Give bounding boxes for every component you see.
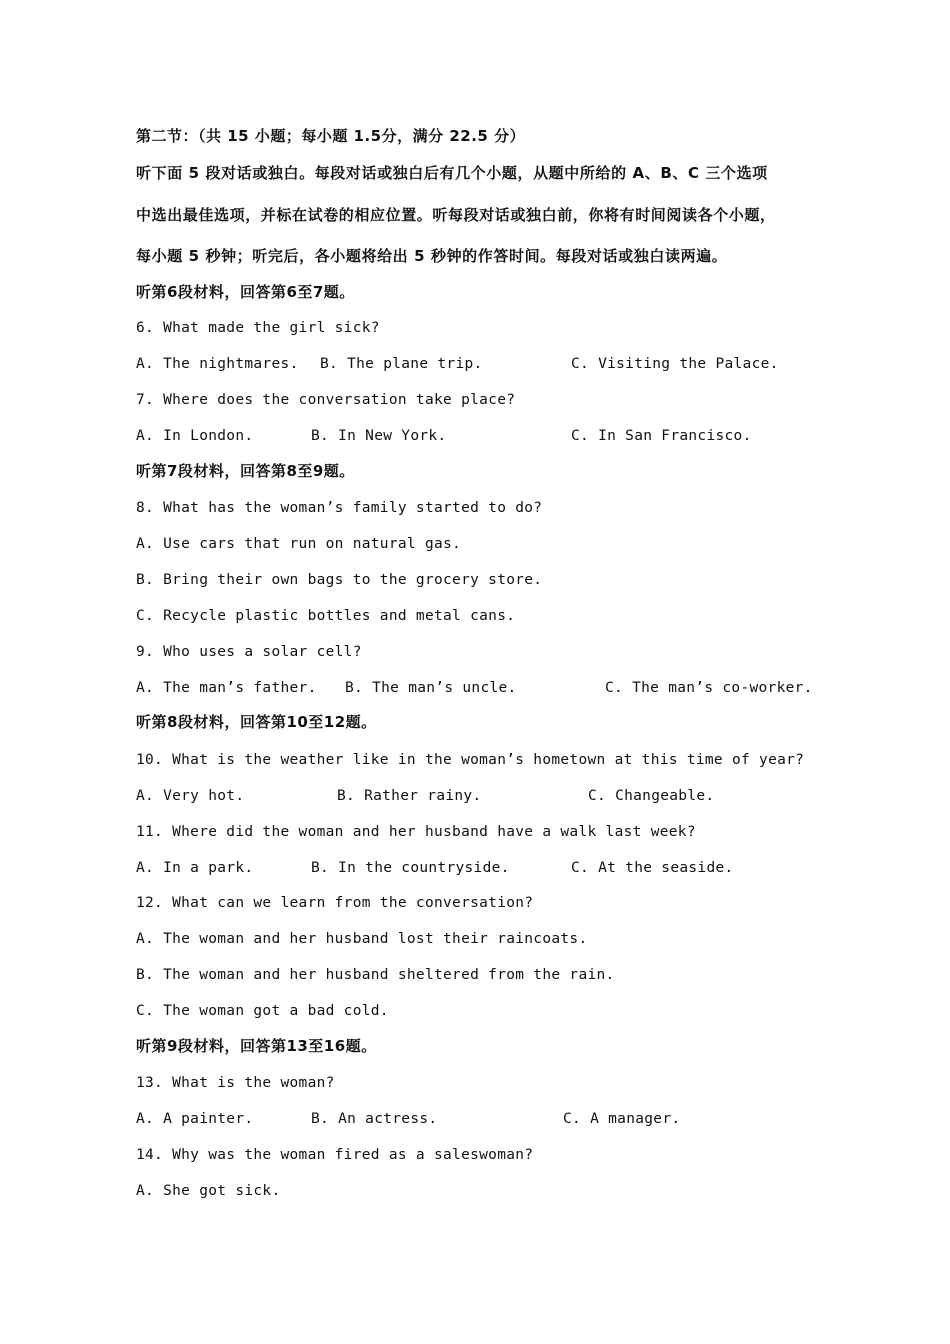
group-heading-9: 听第9段材料，回答第13至16题。 (136, 1037, 377, 1055)
question-10-stem: 10. What is the weather like in the woman’s hometown at this time of year? (136, 752, 805, 768)
question-14-stem: 14. Why was the woman fired as a saleswoman? (136, 1147, 534, 1163)
question-14-option-a: A. She got sick. (136, 1183, 281, 1199)
question-13-option-c: C. A manager. (563, 1111, 681, 1127)
question-8-option-c: C. Recycle plastic bottles and metal cans. (136, 608, 516, 624)
question-11-option-b: B. In the countryside. (311, 860, 510, 876)
question-12-option-a: A. The woman and her husband lost their raincoats. (136, 931, 588, 947)
question-7-stem: 7. Where does the conversation take place? (136, 392, 516, 408)
question-7-option-a: A. In London. (136, 428, 254, 444)
question-9-option-a: A. The man’s father. (136, 680, 317, 696)
question-9-option-b: B. The man’s uncle. (345, 680, 517, 696)
section-header: 第二节：（共 15 小题；每小题 1.5分，满分 22.5 分） (136, 127, 526, 145)
instructions-line-2: 中选出最佳选项，并标在试卷的相应位置。听每段对话或独白前，你将有时间阅读各个小题， (136, 206, 776, 224)
question-10-option-c: C. Changeable. (588, 788, 715, 804)
question-6-option-b: B. The plane trip. (320, 356, 483, 372)
instructions-line-3: 每小题 5 秒钟；听完后，各小题将给出 5 秒钟的作答时间。每段对话或独白读两遍。 (136, 247, 728, 265)
question-12-option-c: C. The woman got a bad cold. (136, 1003, 389, 1019)
question-8-stem: 8. What has the woman’s family started to do? (136, 500, 543, 516)
instructions-line-1: 听下面 5 段对话或独白。每段对话或独白后有几个小题，从题中所给的 A、B、C 三个选项 (136, 164, 768, 182)
question-13-option-b: B. An actress. (311, 1111, 438, 1127)
question-9-stem: 9. Who uses a solar cell? (136, 644, 362, 660)
question-13-stem: 13. What is the woman? (136, 1075, 335, 1091)
question-13-option-a: A. A painter. (136, 1111, 254, 1127)
group-heading-7: 听第7段材料，回答第8至9题。 (136, 462, 355, 480)
question-10-option-b: B. Rather rainy. (337, 788, 482, 804)
question-8-option-a: A. Use cars that run on natural gas. (136, 536, 462, 552)
question-11-option-a: A. In a park. (136, 860, 254, 876)
question-10-option-a: A. Very hot. (136, 788, 245, 804)
question-6-option-c: C. Visiting the Palace. (571, 356, 779, 372)
question-11-option-c: C. At the seaside. (571, 860, 734, 876)
group-heading-6: 听第6段材料，回答第6至7题。 (136, 283, 355, 301)
question-12-stem: 12. What can we learn from the conversation? (136, 895, 534, 911)
question-9-option-c: C. The man’s co-worker. (605, 680, 813, 696)
question-7-option-b: B. In New York. (311, 428, 447, 444)
question-12-option-b: B. The woman and her husband sheltered from the rain. (136, 967, 615, 983)
question-8-option-b: B. Bring their own bags to the grocery store. (136, 572, 543, 588)
question-11-stem: 11. Where did the woman and her husband have a walk last week? (136, 824, 696, 840)
question-6-option-a: A. The nightmares. (136, 356, 299, 372)
question-7-option-c: C. In San Francisco. (571, 428, 752, 444)
group-heading-8: 听第8段材料，回答第10至12题。 (136, 713, 377, 731)
question-6-stem: 6. What made the girl sick? (136, 320, 380, 336)
